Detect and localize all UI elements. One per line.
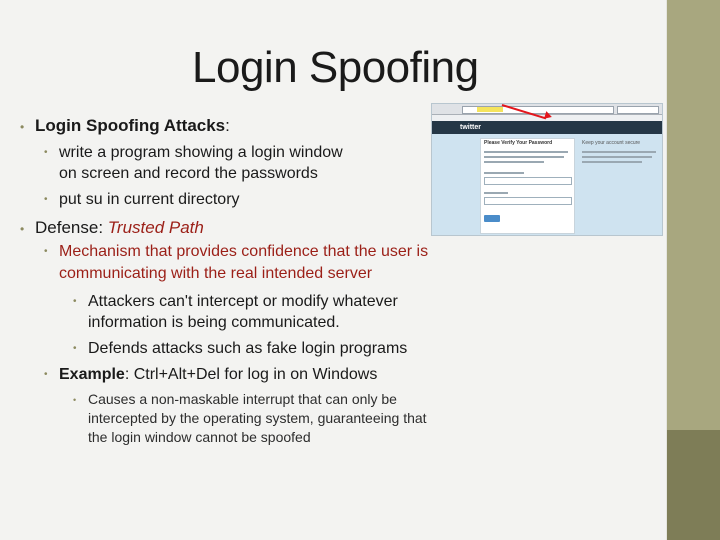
- right-text-line: [582, 151, 656, 153]
- bullet-label: Example: [59, 366, 125, 383]
- sub-sub-bullet-text: Attackers can't intercept or modify whatever: [88, 293, 398, 310]
- browser-search-box: [617, 106, 659, 114]
- panel-text-line: [484, 161, 544, 163]
- bullet: •: [44, 194, 48, 205]
- sub-bullet-text: put su in current directory: [59, 191, 240, 208]
- bullet-defense: [35, 218, 204, 238]
- slide-title: Login Spoofing: [192, 43, 479, 92]
- right-text-line: [582, 161, 642, 163]
- bullet: •: [73, 343, 77, 354]
- bullet: •: [44, 246, 48, 257]
- accent-divider: [666, 0, 667, 540]
- bullet: •: [44, 369, 48, 380]
- right-panel-title: Keep your account secure: [582, 140, 641, 146]
- bullet: •: [20, 120, 25, 134]
- login-page-screenshot: [431, 103, 663, 236]
- password-field: [484, 197, 572, 205]
- emphasis-trusted-path: Trusted Path: [107, 218, 204, 237]
- field-label-line: [484, 172, 524, 174]
- accent-bar-top: [666, 0, 720, 430]
- highlighted-domain: [477, 107, 503, 112]
- site-logo: twitter: [460, 124, 481, 131]
- sub-sub-bullet-text: Causes a non-maskable interrupt that can only be: [88, 391, 397, 407]
- sub-sub-bullet-text: the login window cannot be spoofed: [88, 429, 311, 445]
- sub-bullet-text: Mechanism that provides confidence that the user is: [59, 243, 429, 260]
- sub-bullet-example: [59, 366, 377, 384]
- address-bar: [462, 106, 614, 114]
- sub-sub-bullet-text: information is being communicated.: [88, 314, 340, 331]
- bullet: •: [73, 395, 77, 405]
- sub-sub-bullet-text: intercepted by the operating system, guaranteeing that: [88, 410, 427, 426]
- panel-text-line: [484, 156, 564, 158]
- sub-sub-bullet-text: Defends attacks such as fake login programs: [88, 340, 408, 357]
- field-label-line: [484, 192, 508, 194]
- accent-bar-bottom: [666, 430, 720, 540]
- username-field: [484, 177, 572, 185]
- bullet: •: [20, 222, 25, 236]
- bullet-colon: :: [98, 218, 108, 237]
- bullet: •: [44, 147, 48, 158]
- bullet: •: [73, 296, 77, 307]
- login-panel-title: Please Verify Your Password: [484, 140, 553, 146]
- bullet-label: Login Spoofing Attacks: [35, 116, 226, 135]
- right-text-line: [582, 156, 652, 158]
- bullet-login-spoofing-attacks: [35, 116, 230, 136]
- sub-bullet-text: communicating with the real intended server: [59, 265, 373, 282]
- sub-bullet-text: on screen and record the passwords: [59, 165, 318, 182]
- sign-in-button: [484, 215, 500, 222]
- bullet-colon: :: [225, 116, 230, 135]
- sub-bullet-text: write a program showing a login window: [59, 144, 343, 161]
- bullet-body: : Ctrl+Alt+Del for log in on Windows: [124, 366, 378, 383]
- panel-text-line: [484, 151, 568, 153]
- bullet-label: Defense: [35, 218, 99, 237]
